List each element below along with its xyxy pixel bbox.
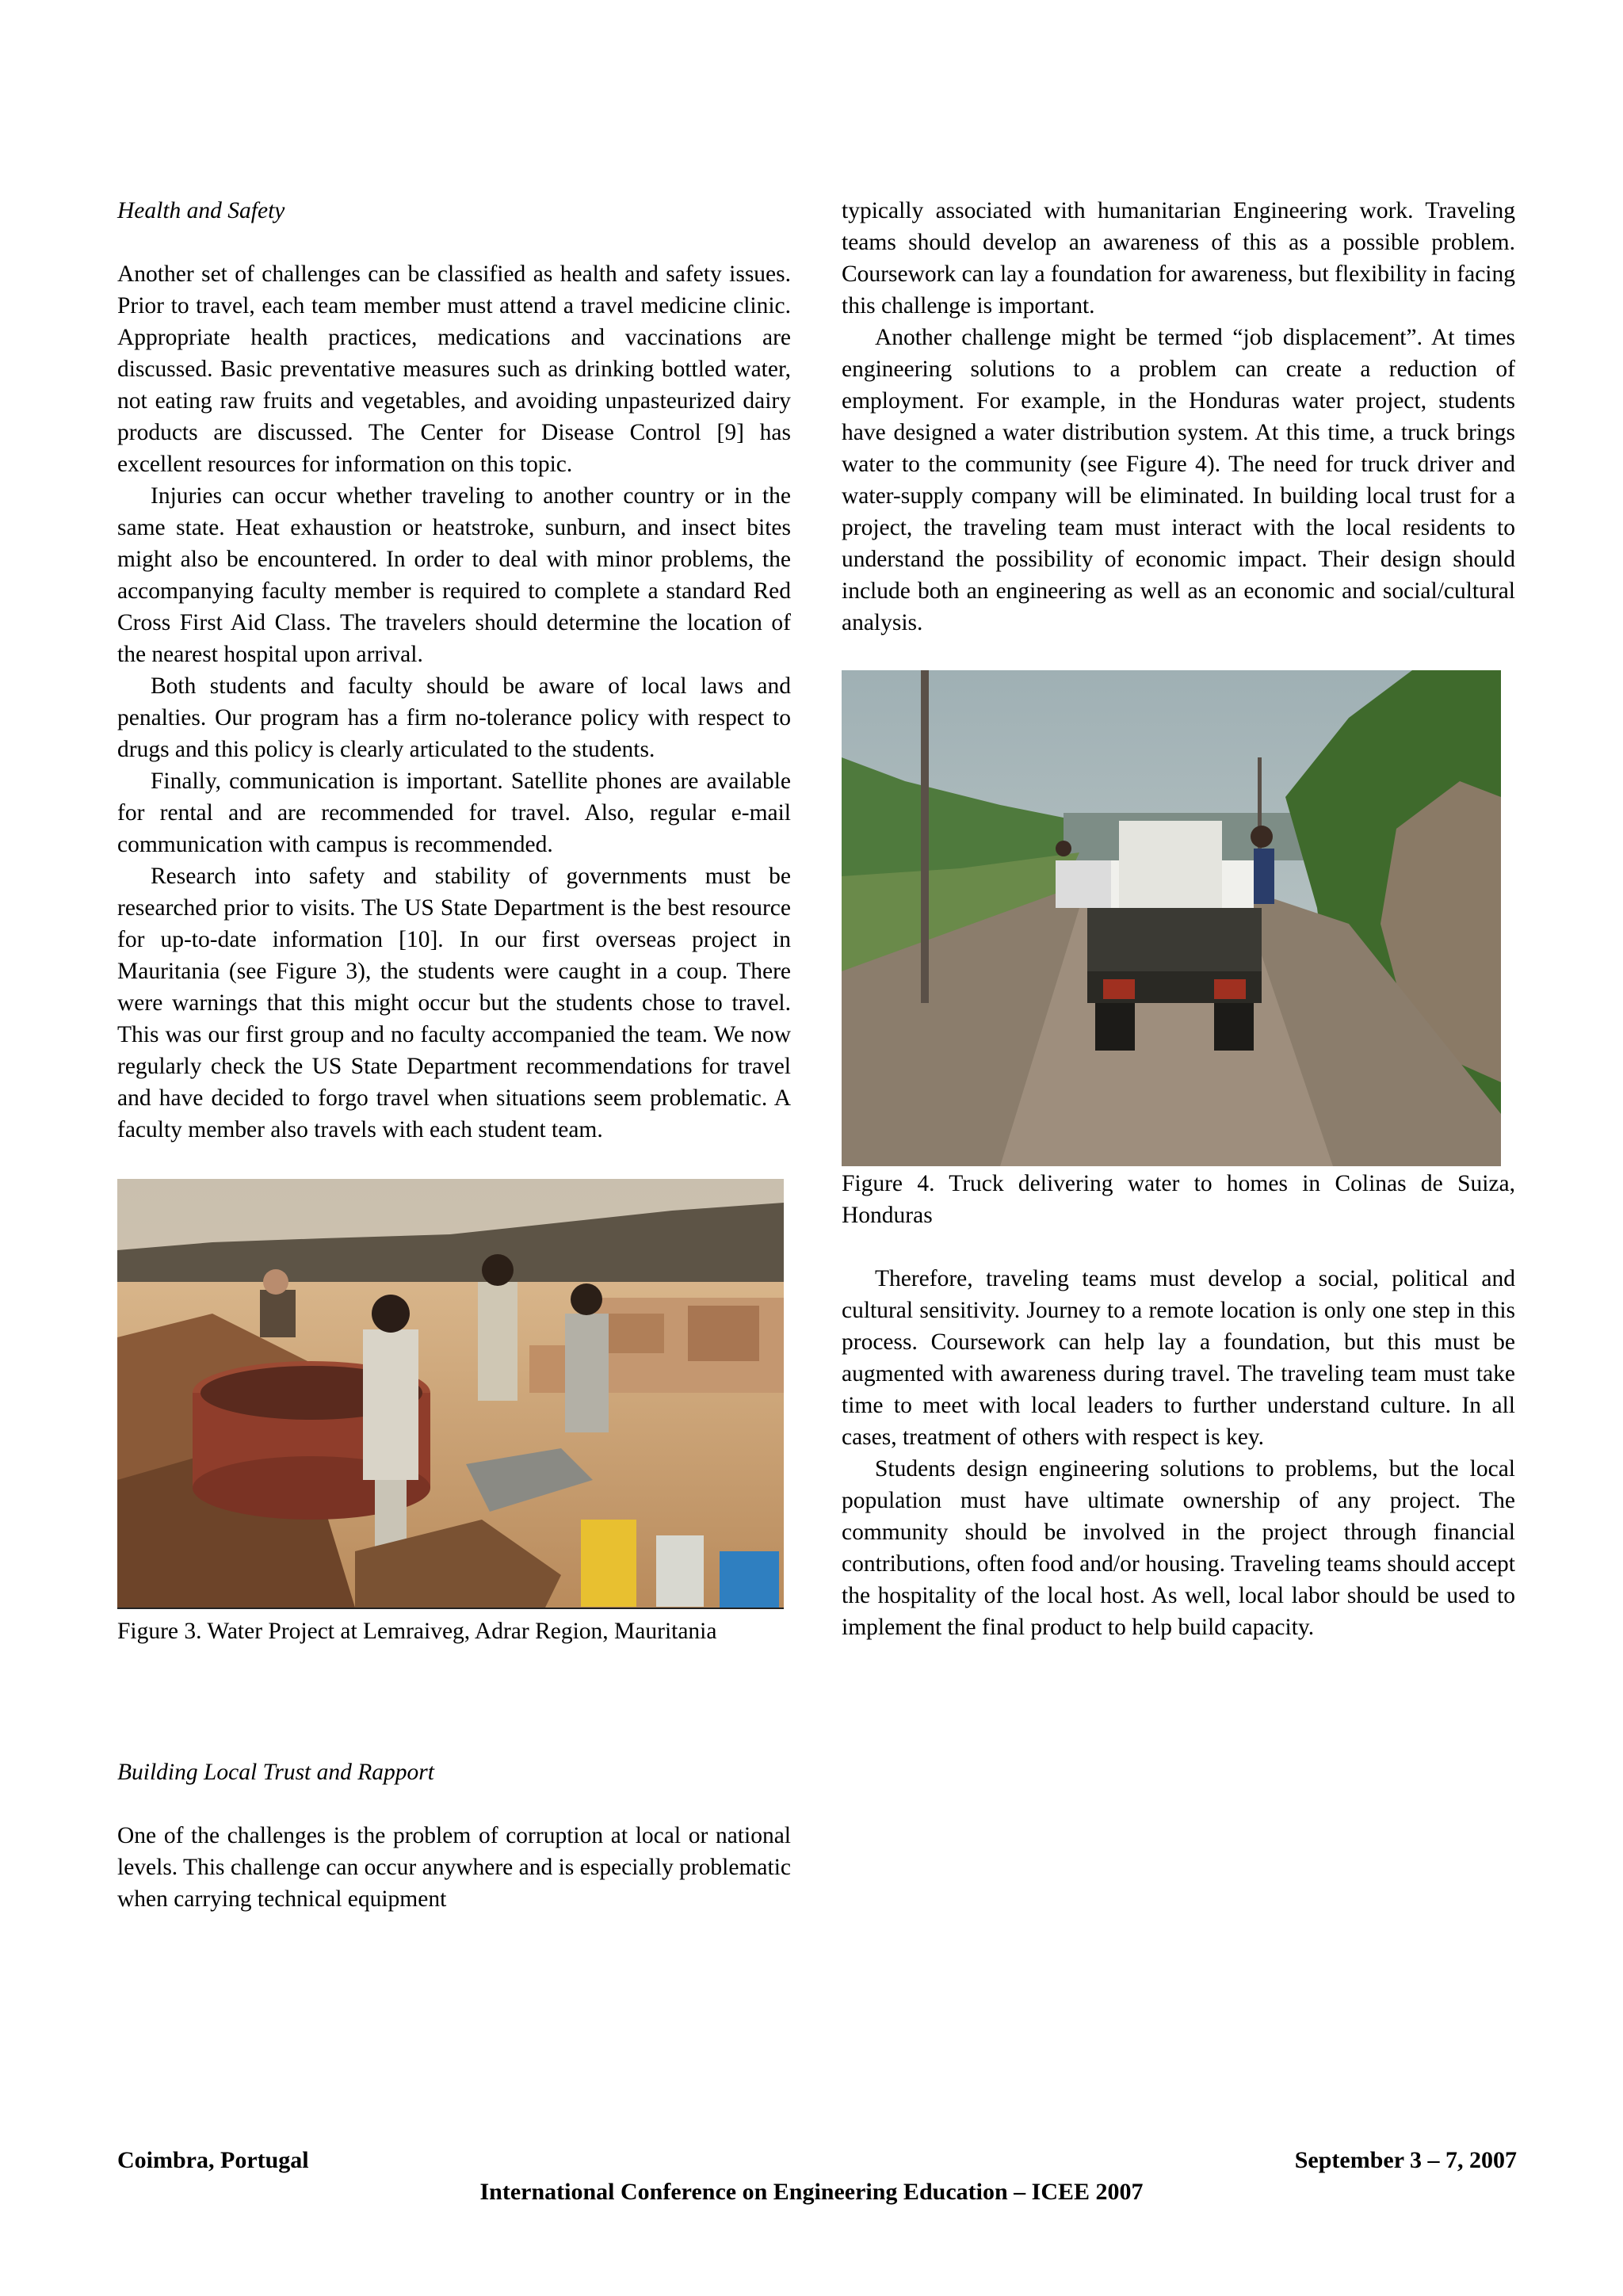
left-column bbox=[117, 195, 791, 1915]
paragraph: Therefore, traveling teams must develop a social, political and cultural sensitivity. Journey to a remote location is only one step in this process. Coursework can help lay a foundation, but this must be augmented with awareness during travel. The traveling team must take time to meet with local leaders to further understand culture. In all cases, treatment of others with respect is key. bbox=[842, 1266, 1515, 1450]
figure-4-caption: Figure 4. Truck delivering water to homes in Colinas de Suiza, Honduras bbox=[842, 1171, 1515, 1228]
paragraph: Research into safety and stability of governments must be researched prior to visits. The US State Department is the best resource for up-to-date information [10]. In our first overseas project in Mauritania (see Figure 3), the students were caught in a coup. There were warnings that this might occur but the students chose to travel. This was our first group and no faculty accompanied the team. We now regularly check the US State Department recommendations for travel and have decided to forgo travel when situations seem problematic. A faculty member also travels with each student team. bbox=[117, 864, 791, 1142]
footer-location: Coimbra, Portugal bbox=[117, 2147, 309, 2173]
paragraph: Another challenge might be termed “job displacement”. At times engineering solutions to a problem can create a reduction of employment. For example, in the Honduras water project, students have designed a water distribution system. At this time, a truck brings water to the community (see Figure 4). The need for truck driver and water-supply company will be eliminated. In building local trust for a project, the traveling team must interact with the local residents to understand the possibility of economic impact. Their design should include both an engineering as well as an economic and social/cultural analysis. bbox=[842, 325, 1515, 635]
paragraph: Another set of challenges can be classified as health and safety issues. Prior to travel, each team member must attend a travel medicine clinic. Appropriate health practices, medications and vaccinations are discussed. Basic preventative measures such as drinking bottled water, not eating raw fruits and vegetables, and avoiding unpasteurized dairy products are discussed. The Center for Disease Control [9] has excellent resources for information on this topic. bbox=[117, 261, 791, 477]
paragraph: Finally, communication is important. Satellite phones are available for rental and are recommended for travel. Also, regular e-mail communication with campus is recommended. bbox=[117, 769, 791, 857]
figure-4-photo bbox=[842, 670, 1501, 1166]
footer-conference: International Conference on Engineering Education – ICEE 2007 bbox=[479, 2179, 1144, 2205]
figure-3-photo bbox=[117, 1179, 784, 1609]
figure-3 bbox=[117, 1179, 791, 1647]
figure-3-caption: Figure 3. Water Project at Lemraiveg, Adrar Region, Mauritania bbox=[117, 1619, 717, 1644]
paragraph: One of the challenges is the problem of corruption at local or national levels. This challenge can occur anywhere and is especially problematic when carrying technical equipment bbox=[117, 1823, 791, 1912]
figure-4 bbox=[842, 670, 1515, 1231]
paragraph: Both students and faculty should be aware of local laws and penalties. Our program has a firm no-tolerance policy with respect to drugs and this policy is clearly articulated to the students. bbox=[117, 673, 791, 762]
right-column bbox=[842, 195, 1515, 1643]
paragraph: typically associated with humanitarian Engineering work. Traveling teams should develop an awareness of this as a possible problem. Coursework can lay a foundation for awareness, but flexibility in facing this challenge is important. bbox=[842, 198, 1515, 318]
paragraph: Students design engineering solutions to problems, but the local population must have ultimate ownership of any project. The community should be involved in the project through financial contributions, often food and/or housing. Traveling teams should accept the hospitality of the local host. As well, local labor should be used to implement the final product to help build capacity. bbox=[842, 1456, 1515, 1640]
paragraph: Injuries can occur whether traveling to another country or in the same state. Heat exhaustion or heatstroke, sunburn, and insect bites might also be encountered. In order to deal with minor problems, the accompanying faculty member is required to complete a standard Red Cross First Aid Class. The travelers should determine the location of the nearest hospital upon arrival. bbox=[117, 483, 791, 667]
truck-road-photo bbox=[842, 670, 1501, 1166]
footer-dates: September 3 – 7, 2007 bbox=[1294, 2147, 1517, 2173]
section-heading-building-trust: Building Local Trust and Rapport bbox=[117, 1760, 434, 1785]
desert-worksite-photo bbox=[117, 1179, 784, 1608]
section-heading-health-safety: Health and Safety bbox=[117, 198, 285, 223]
